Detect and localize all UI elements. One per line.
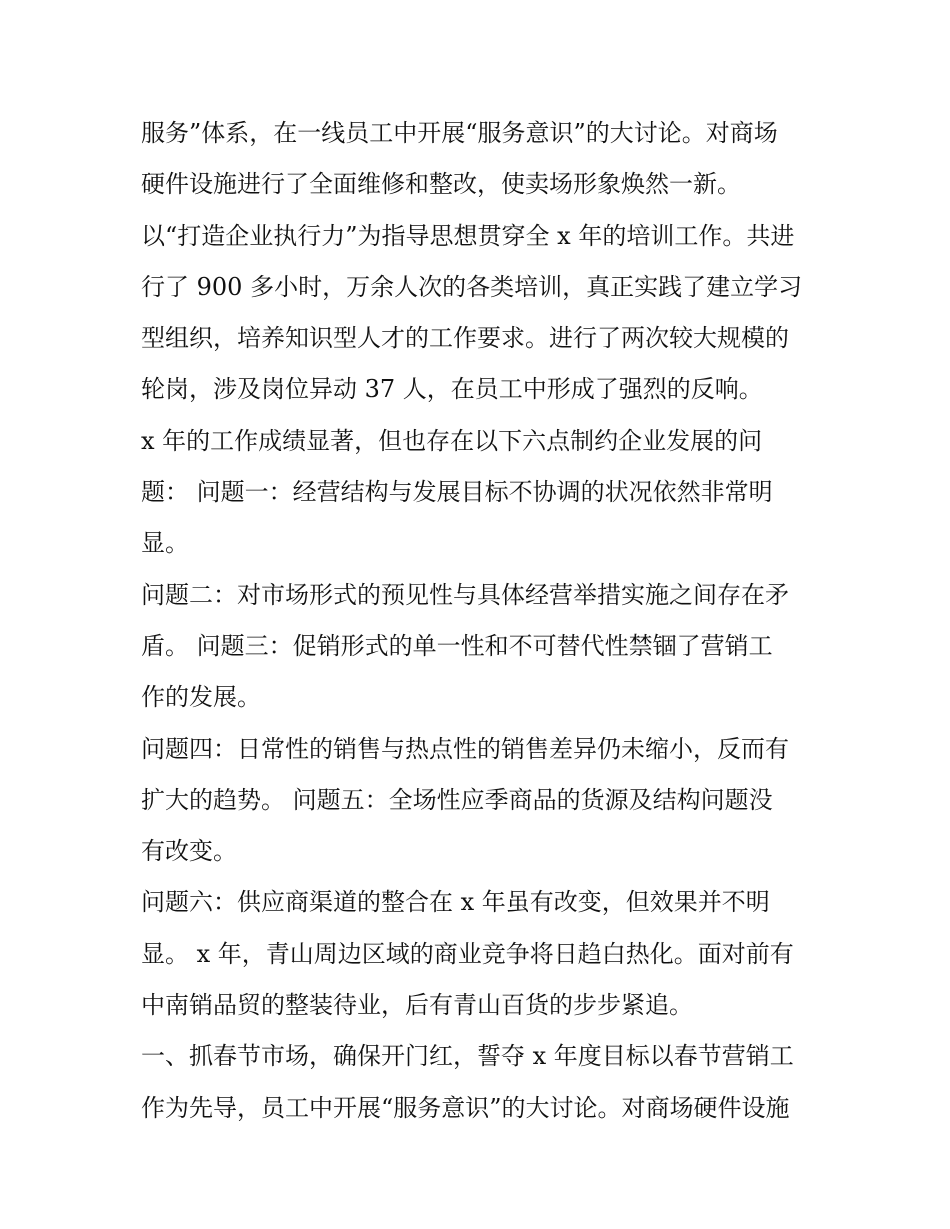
text-line: 作的发展。 — [141, 683, 261, 712]
text-line: 问题四：日常性的销售与热点性的销售差异仍未缩小，反而有 — [141, 734, 789, 763]
text-line: 一、抓春节市场，确保开门红，誓夺 x 年度目标以春节营销工 — [141, 1042, 794, 1071]
text-line: 显。 — [141, 529, 189, 558]
text-line: 问题二：对市场形式的预见性与具体经营举措实施之间存在矛 — [141, 580, 789, 609]
text-line: 盾。 问题三：促销形式的单一性和不可替代性禁锢了营销工 — [141, 631, 773, 660]
text-line: 型组织，培养知识型人才的工作要求。进行了两次较大规模的 — [141, 324, 789, 353]
text-line: 行了 900 多小时，万余人次的各类培训，真正实践了建立学习 — [141, 272, 803, 301]
text-line: 题： 问题一：经营结构与发展目标不协调的状况依然非常明 — [141, 478, 773, 507]
text-line: 显。 x 年，青山周边区域的商业竞争将日趋白热化。面对前有 — [141, 939, 794, 968]
text-line: 中南销品贸的整装待业，后有青山百货的步步紧追。 — [141, 991, 693, 1020]
text-line: 扩大的趋势。 问题五：全场性应季商品的货源及结构问题没 — [141, 785, 773, 814]
text-line: 服务”体系，在一线员工中开展“服务意识”的大讨论。对商场 — [141, 119, 778, 147]
document-body — [141, 108, 821, 1134]
text-line: 以“打造企业执行力”为指导思想贯穿全 x 年的培训工作。共进 — [141, 221, 795, 250]
text-line: 有改变。 — [141, 837, 237, 866]
text-line: x 年的工作成绩显著，但也存在以下六点制约企业发展的问 — [141, 426, 763, 455]
text-line: 问题六：供应商渠道的整合在 x 年虽有改变，但效果并不明 — [141, 888, 770, 917]
text-line: 轮岗，涉及岗位异动 37 人，在员工中形成了强烈的反响。 — [141, 375, 763, 404]
text-line: 硬件设施进行了全面维修和整改，使卖场形象焕然一新。 — [141, 170, 741, 199]
text-line: 作为先导，员工中开展“服务意识”的大讨论。对商场硬件设施 — [141, 1093, 790, 1122]
